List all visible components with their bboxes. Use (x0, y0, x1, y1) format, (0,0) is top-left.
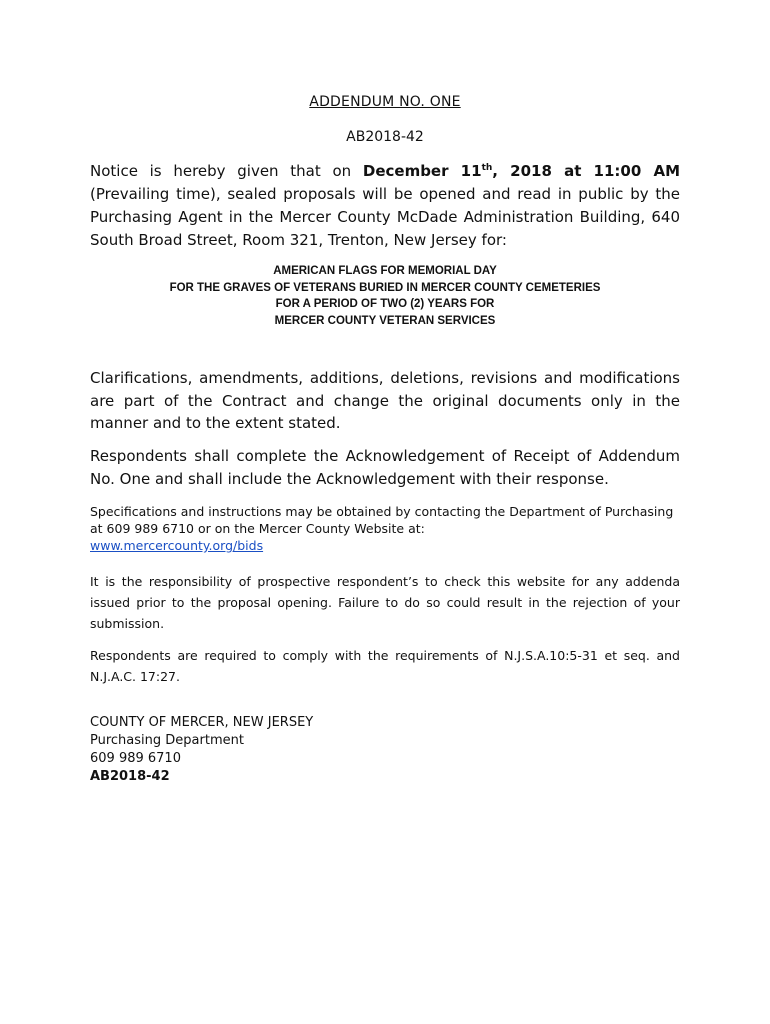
signature-department: Purchasing Department (90, 733, 244, 748)
acknowledgement-paragraph: Respondents shall complete the Acknowledgement of Receipt of Addendum No. One and shall include the Acknowledgement with their response. (90, 447, 680, 488)
compliance-paragraph: Respondents are required to comply with the requirements of N.J.S.A.10:5-31 et seq. and N.J.A.C. 17:27. (90, 648, 680, 684)
bid-item-line: FOR THE GRAVES OF VETERANS BURIED IN MERCER COUNTY CEMETERIES (169, 281, 601, 294)
notice-body: (Prevailing time), sealed proposals will be opened and read in public by the Purchasing Agent in the Mercer County McDade Administration Building, 640 South Broad Street, Room 321, Trenton, New Jersey for: (90, 185, 680, 249)
website-link[interactable]: www.mercercounty.org/bids (90, 538, 264, 553)
signature-block (90, 714, 313, 786)
specifications-paragraph (90, 503, 680, 554)
notice-date-day: December 11 (362, 162, 482, 180)
signature-bid-number: AB2018-42 (90, 769, 170, 784)
bid-number: AB2018-42 (346, 129, 424, 145)
notice-date-suffix: th (481, 163, 493, 173)
bid-item-line: FOR A PERIOD OF TWO (2) YEARS FOR (275, 298, 495, 310)
clarifications-paragraph: Clarifications, amendments, additions, deletions, revisions and modifications are part of the Contract and change the original documents only in the manner and to the extent stated. (90, 369, 680, 432)
signature-county: COUNTY OF MERCER, NEW JERSEY (90, 715, 314, 730)
bid-item-line: MERCER COUNTY VETERAN SERVICES (274, 314, 496, 327)
page-title: ADDENDUM NO. ONE (309, 94, 461, 110)
notice-date-rest: , 2018 at 11:00 AM (492, 162, 680, 180)
bid-item-title (90, 263, 680, 329)
specifications-text: Specifications and instructions may be obtained by contacting the Department of Purchasing at 609 989 6710 or on the Mercer County Website at: (90, 504, 674, 536)
notice-paragraph (90, 160, 680, 252)
notice-lead: Notice is hereby given that on (90, 162, 363, 180)
signature-phone: 609 989 6710 (90, 751, 181, 766)
responsibility-paragraph: It is the responsibility of prospective respondent’s to check this website for any addenda issued prior to the proposal opening. Failure to do so could result in the rejection of your submission. (90, 574, 680, 631)
notice-date (363, 162, 680, 180)
bid-item-line: AMERICAN FLAGS FOR MEMORIAL DAY (273, 265, 497, 277)
